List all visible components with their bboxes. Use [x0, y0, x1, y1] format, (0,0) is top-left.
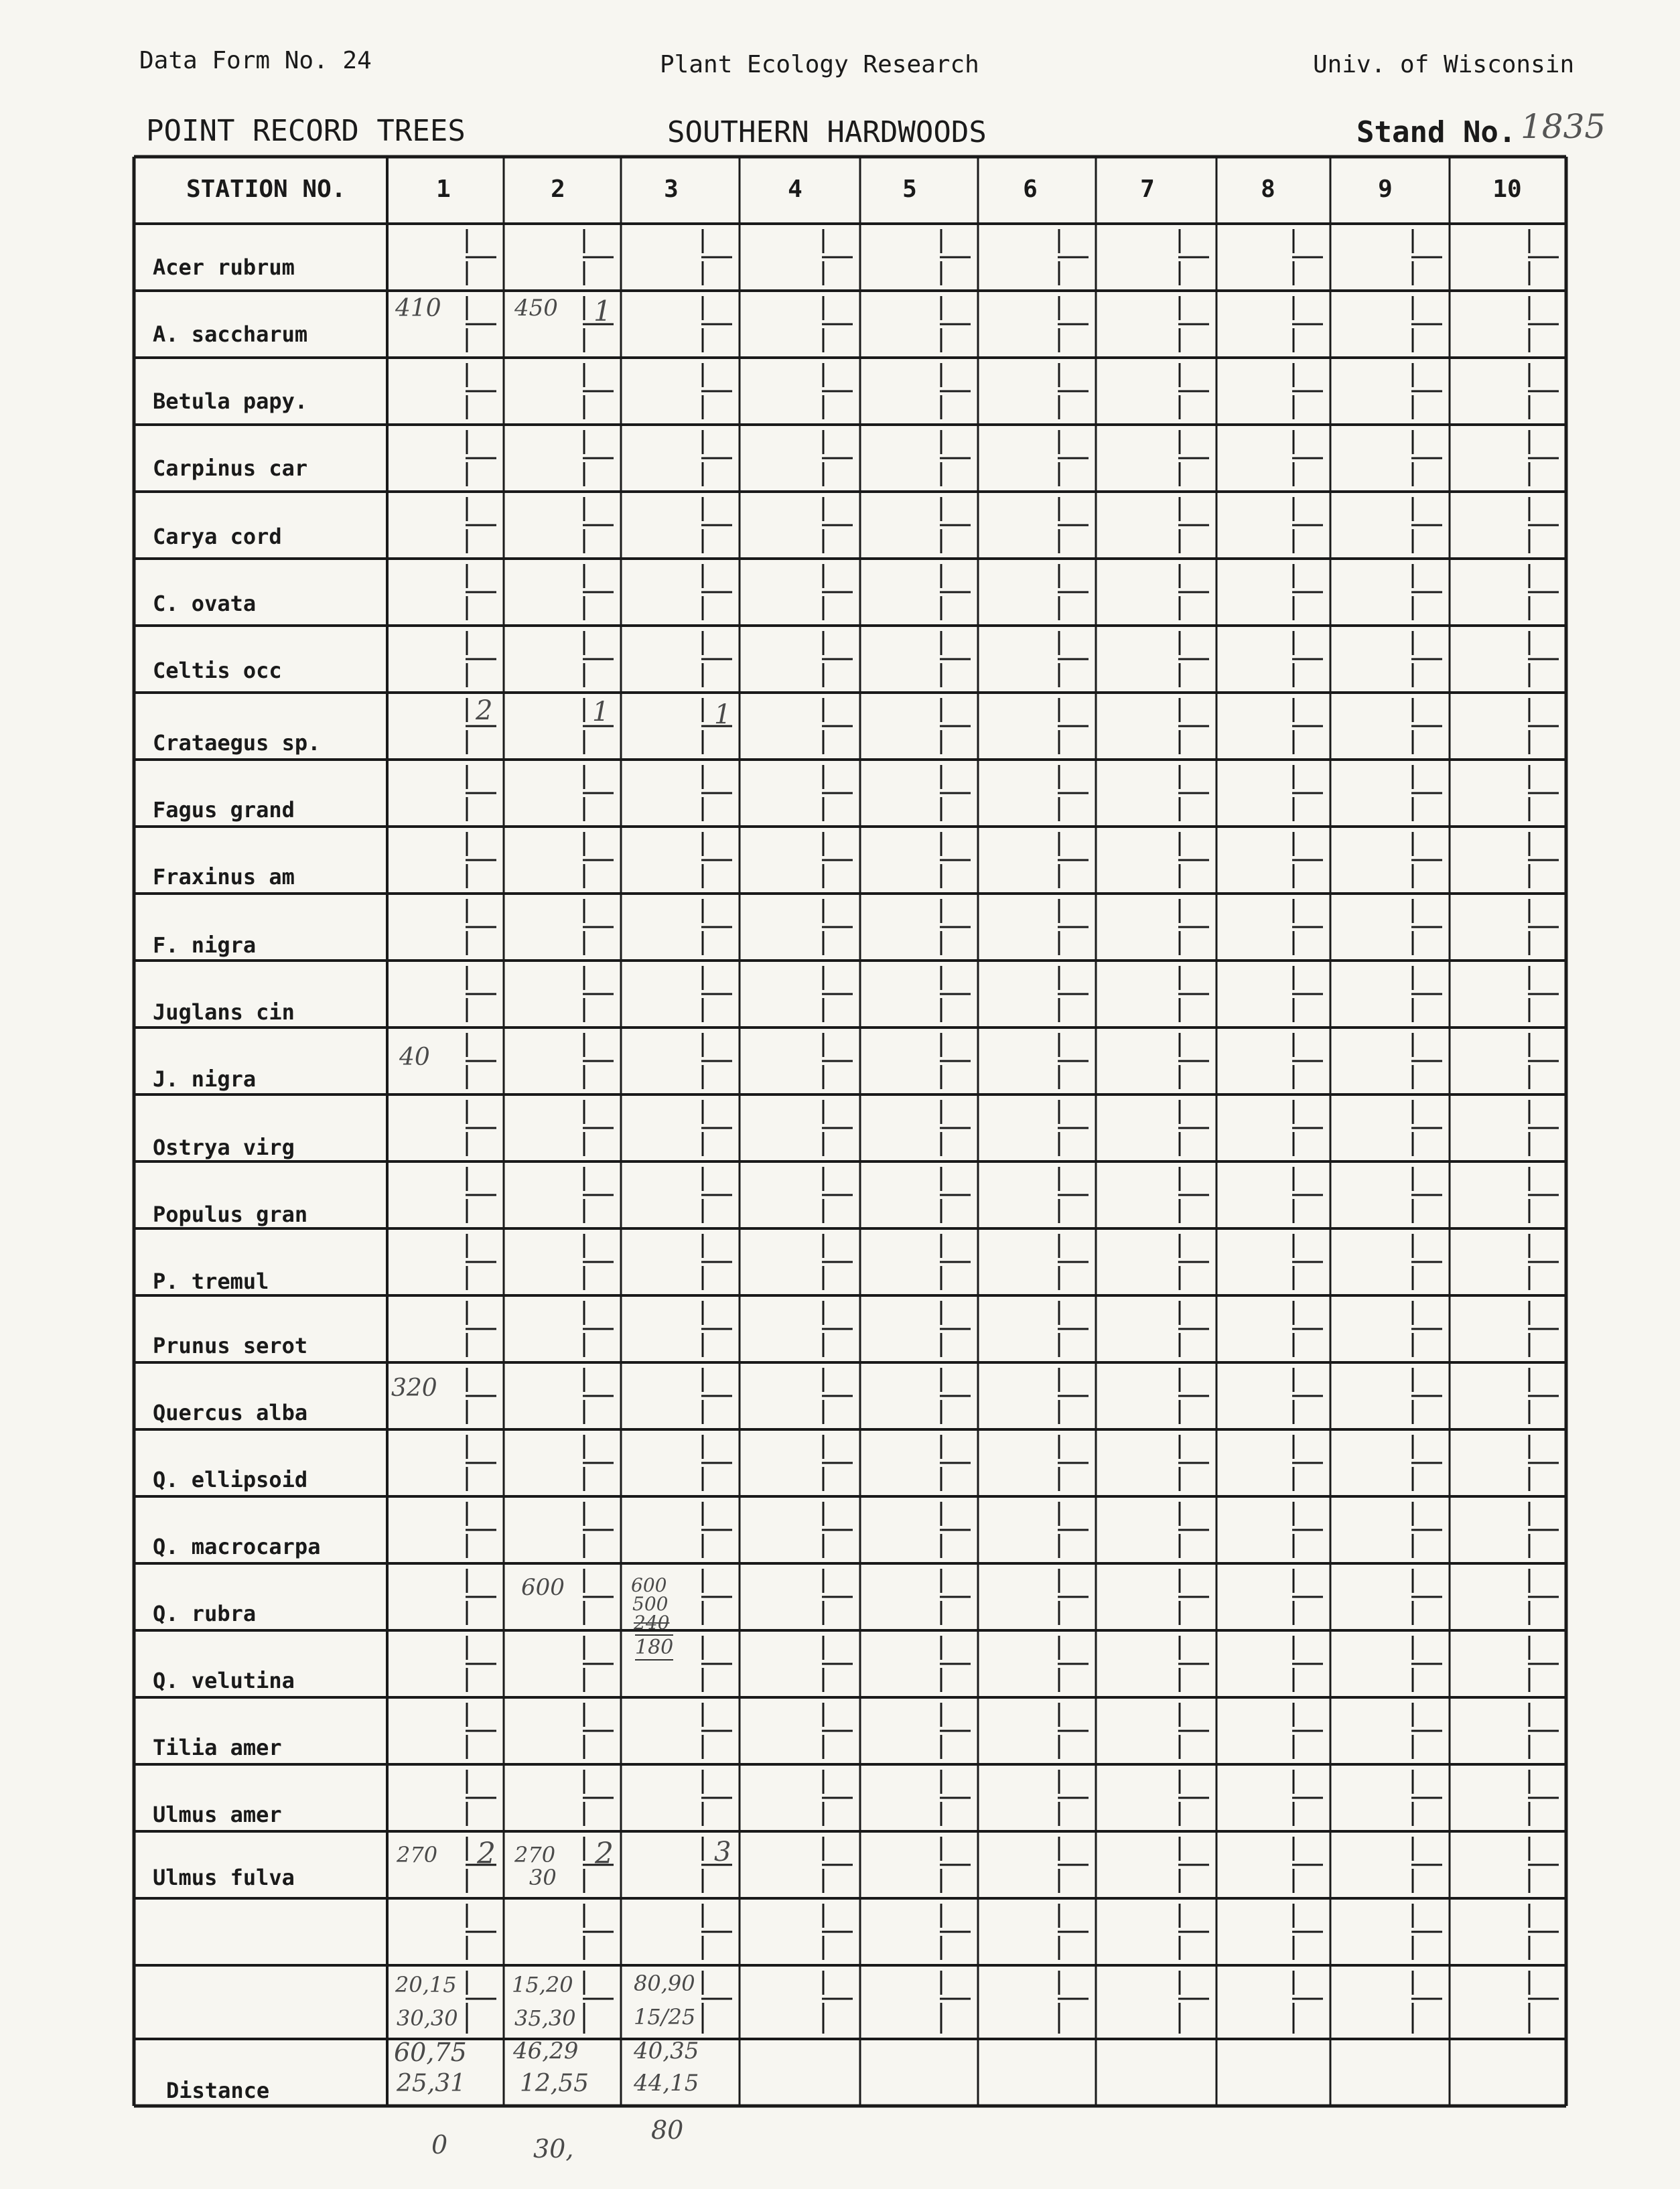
species-label: P. tremul: [153, 1269, 269, 1294]
species-label: Q. rubra: [153, 1601, 257, 1626]
entry-distance-s3-a[interactable]: 40,35: [634, 2038, 699, 2064]
entry-q-velutina-s3[interactable]: 180: [635, 1636, 674, 1659]
entry-distance-s1-b[interactable]: 25,31: [397, 2070, 466, 2097]
entry-row27-s2-b[interactable]: 35,30: [514, 2005, 576, 2031]
form-number: Data Form No. 24: [139, 47, 372, 74]
entry-bottom-s2[interactable]: 30,: [533, 2134, 574, 2164]
species-label: Ostrya virg: [153, 1135, 295, 1160]
species-label: Celtis occ: [153, 658, 282, 683]
forest-type: SOUTHERN HARDWOODS: [667, 115, 987, 149]
species-label: Fagus grand: [153, 797, 295, 823]
entry-quercus-alba-s1[interactable]: 320: [391, 1374, 437, 1402]
entry-ulmus-fulva-s2-a[interactable]: 270: [514, 1842, 556, 1867]
species-label: C. ovata: [153, 591, 257, 616]
species-label: Prunus serot: [153, 1333, 308, 1358]
station-3: 3: [664, 175, 679, 203]
species-label: Tilia amer: [153, 1735, 282, 1760]
entry-q-rubra-s3-c[interactable]: 240: [634, 1612, 670, 1634]
entry-distance-s2-a[interactable]: 46,29: [513, 2038, 579, 2064]
entry-q-rubra-s3-a[interactable]: 600: [631, 1574, 667, 1596]
university-name: Univ. of Wisconsin: [1313, 51, 1575, 78]
entry-crataegus-s1-quarter[interactable]: 2: [476, 695, 493, 726]
species-label: Acer rubrum: [153, 255, 295, 280]
station-2: 2: [551, 175, 565, 203]
entry-distance-s3-b[interactable]: 44,15: [634, 2070, 699, 2097]
entry-distance-s2-b[interactable]: 12,55: [520, 2070, 589, 2097]
entry-crataegus-s3-quarter[interactable]: 1: [714, 699, 731, 730]
station-4: 4: [788, 175, 802, 203]
entry-bottom-s1[interactable]: 0: [431, 2130, 448, 2160]
species-label: Carya cord: [153, 524, 282, 549]
entry-row27-s3-a[interactable]: 80,90: [634, 1971, 695, 1996]
species-label: Carpinus car: [153, 455, 308, 481]
form-title: POINT RECORD TREES: [146, 114, 466, 148]
station-5: 5: [902, 175, 917, 203]
entry-ulmus-fulva-s2-quarter[interactable]: 2: [595, 1837, 614, 1871]
station-6: 6: [1023, 175, 1038, 203]
entry-a-saccharum-s1[interactable]: 410: [395, 295, 441, 322]
entry-row27-s1-b[interactable]: 30,30: [397, 2005, 458, 2031]
entry-row27-s3-b[interactable]: 15/25: [634, 2004, 696, 2030]
station-7: 7: [1140, 175, 1155, 203]
species-label: Crataegus sp.: [153, 730, 321, 756]
species-label: Populus gran: [153, 1202, 308, 1227]
stand-number-value[interactable]: 1835: [1521, 107, 1606, 146]
station-9: 9: [1378, 175, 1393, 203]
species-label: Juglans cin: [153, 999, 295, 1025]
entry-distance-s1-a[interactable]: 60,75: [394, 2038, 467, 2067]
species-label: Betula papy.: [153, 389, 308, 414]
species-label: Ulmus amer: [153, 1802, 282, 1827]
entry-j-nigra-s1[interactable]: 40: [399, 1044, 430, 1071]
species-label: Q. macrocarpa: [153, 1534, 321, 1559]
station-1: 1: [436, 175, 451, 203]
species-label: A. saccharum: [153, 322, 308, 347]
station-header: STATION NO.: [186, 175, 346, 203]
species-label: Q. velutina: [153, 1668, 295, 1693]
species-label: Ulmus fulva: [153, 1865, 295, 1890]
entry-ulmus-fulva-s3-quarter[interactable]: 3: [714, 1837, 731, 1867]
species-label: Quercus alba: [153, 1400, 308, 1425]
entry-ulmus-fulva-s1-quarter[interactable]: 2: [477, 1837, 496, 1871]
station-10: 10: [1492, 175, 1522, 203]
species-label: Q. ellipsoid: [153, 1467, 308, 1492]
entry-bottom-s3[interactable]: 80: [651, 2115, 684, 2145]
entry-row27-s2-a[interactable]: 15,20: [512, 1972, 573, 1997]
species-label: J. nigra: [153, 1066, 257, 1092]
station-8: 8: [1261, 175, 1275, 203]
entry-crataegus-s2-quarter[interactable]: 1: [592, 697, 610, 727]
entry-ulmus-fulva-s1[interactable]: 270: [397, 1842, 438, 1867]
species-label: Fraxinus am: [153, 864, 295, 890]
entry-ulmus-fulva-s2-b[interactable]: 30: [529, 1865, 557, 1890]
entry-a-saccharum-s2[interactable]: 450: [514, 295, 558, 322]
species-label: F. nigra: [153, 932, 257, 958]
entry-row27-s1-a[interactable]: 20,15: [395, 1972, 457, 1997]
institution-title: Plant Ecology Research: [660, 51, 979, 78]
stand-number-label: Stand No.: [1356, 115, 1517, 149]
distance-label: Distance: [166, 2078, 270, 2103]
entry-q-rubra-s3-b[interactable]: 500: [632, 1593, 669, 1615]
entry-q-rubra-s2[interactable]: 600: [521, 1574, 565, 1601]
entry-a-saccharum-s2-quarter[interactable]: 1: [593, 295, 612, 328]
